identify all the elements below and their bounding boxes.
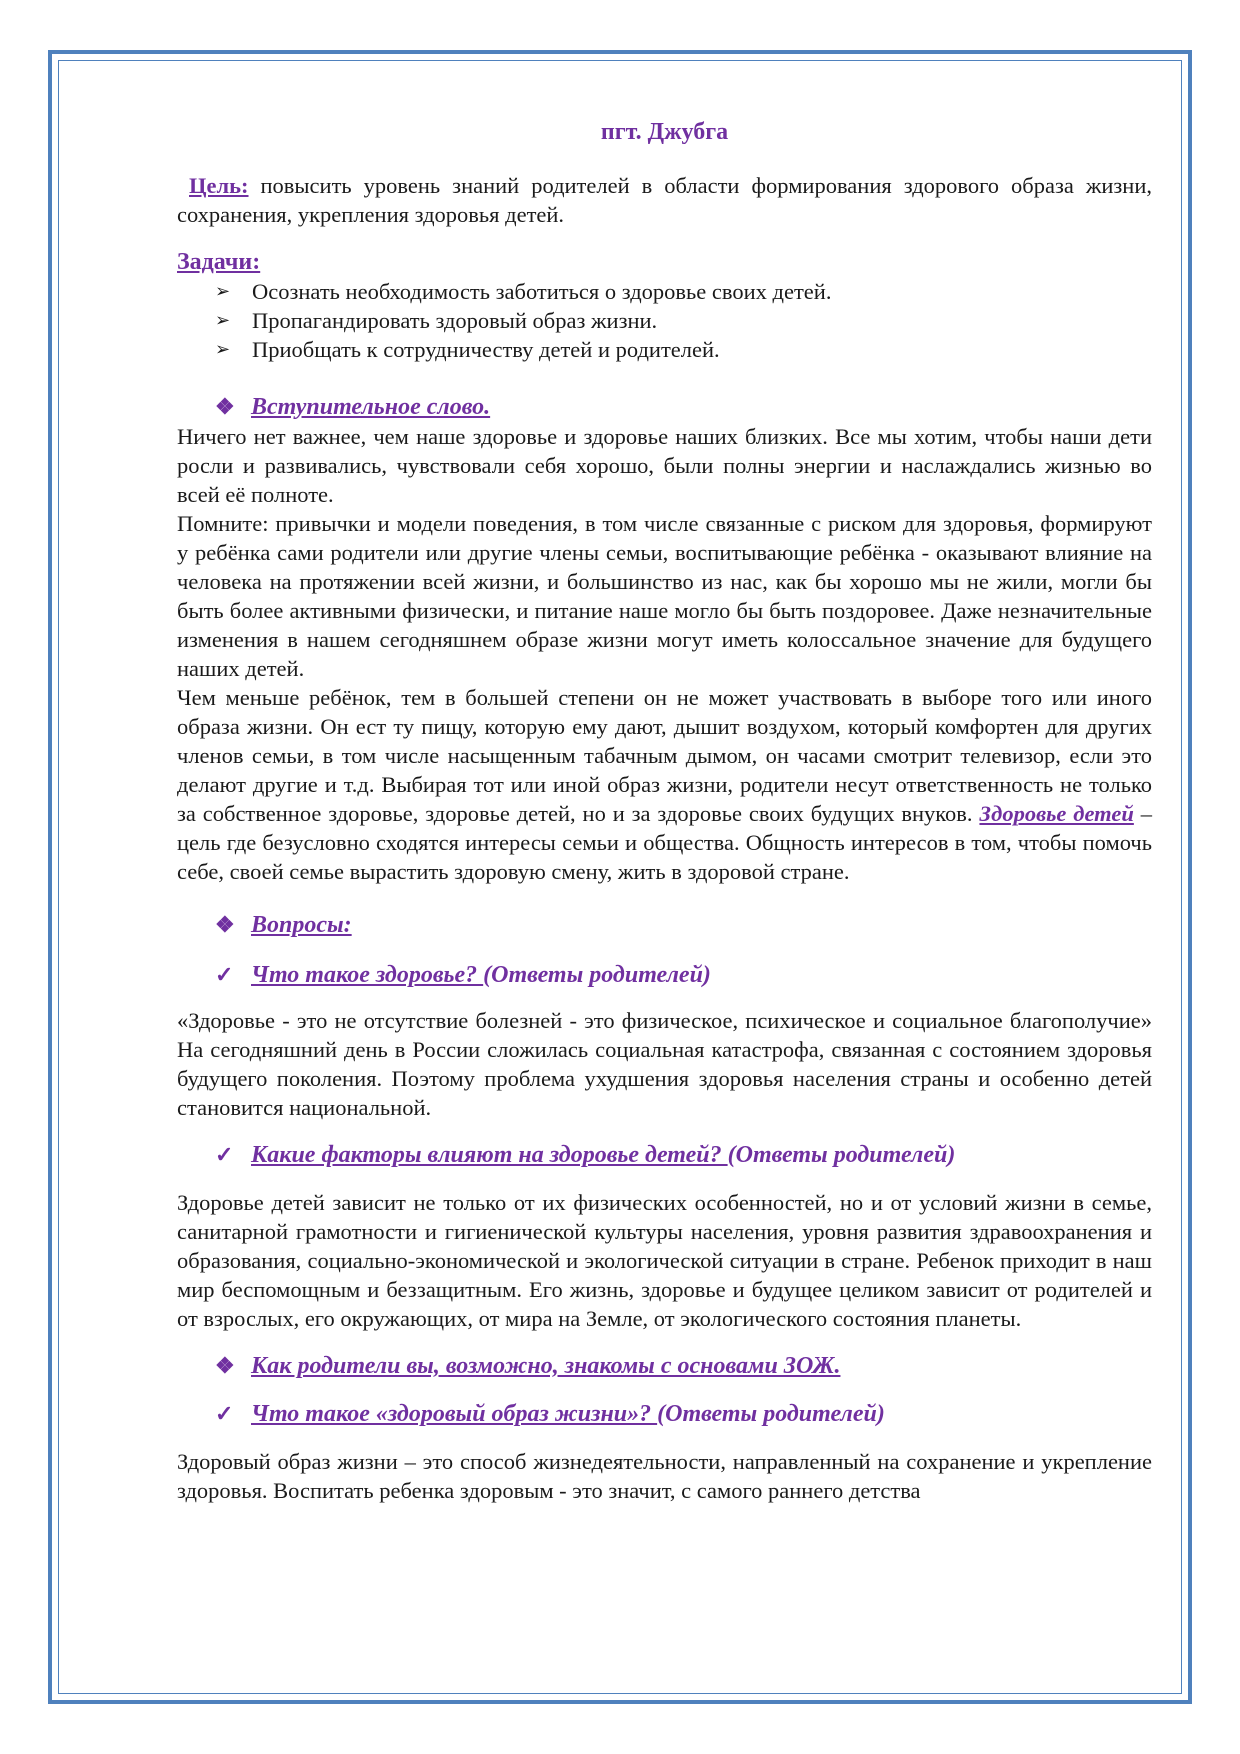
answer-3: Здоровый образ жизни – это способ жизнедеятельности, направленный на сохранение и укрепление здоровья. Воспитать ребенка здоровым - это значит, с самого раннего детства xyxy=(177,1449,1152,1503)
zozh-heading: ❖ Как родители вы, возможно, знакомы с основами ЗОЖ. xyxy=(215,1353,841,1379)
questions-heading: ❖ Вопросы: xyxy=(215,912,352,938)
task-item: ➢ Пропагандировать здоровый образ жизни. xyxy=(215,308,658,333)
intro-paragraph-3: Чем меньше ребёнок, тем в большей степени он не может участвовать в выборе того или иного образа жизни. Он ест ту пищу, которую ему дают, дышит воздухом, который комфортен для других членов семьи, в том числе насыщенным табачным дымом, он часами смотрит телевизор, если это делают другие и т.д. Выбирая тот или иной образ жизни, родители несут ответственность не только за собственное здоровье, здоровье детей, но и за здоровье своих будущих внуков. Здоровье детей – цель где безусловно сходятся интересы семьи и общества. Общность интересов в том, чтобы помочь себе, своей семье вырастить здоровую смену, жить в здоровой стране. xyxy=(177,685,1152,884)
answer-1: «Здоровье - это не отсутствие болезней - это физическое, психическое и социальное благополучие» На сегодняшний день в России сложилась социальная катастрофа, связанная с состоянием здоровья будущего поколения. Поэтому проблема ухудшения здоровья населения страны и особенно детей становится национальной. xyxy=(177,1008,1152,1120)
check-bullet-icon: ✓ xyxy=(215,962,234,987)
check-bullet-icon: ✓ xyxy=(215,1142,234,1167)
arrow-bullet-icon: ➢ xyxy=(215,310,231,330)
question-2: ✓ Какие факторы влияют на здоровье детей? (Ответы родителей) xyxy=(215,1142,956,1168)
question-1: ✓ Что такое здоровье? (Ответы родителей) xyxy=(215,962,711,988)
tasks-list xyxy=(177,277,1152,364)
answer-2: Здоровье детей зависит не только от их физических особенностей, но и от условий жизни в семье, санитарной грамотности и гигиенической культуры населения, уровня развития здравоохранения и образования, социально-экономической и экологической ситуации в стране. Ребенок приходит в наш мир беспомощным и беззащитным. Его жизнь, здоровье и будущее целиком зависит от родителей и от взрослых, его окружающих, от мира на Земле, от экологического состояния планеты. xyxy=(177,1190,1152,1331)
goal-text: повысить уровень знаний родителей в области формирования здорового образа жизни, сохранения, укрепления здоровья детей. xyxy=(177,173,1153,227)
document-body xyxy=(177,118,1152,1505)
goal-paragraph xyxy=(177,171,1152,229)
diamond-bullet-icon: ❖ xyxy=(215,394,235,419)
tasks-heading: Задачи: xyxy=(177,249,261,275)
intro-paragraph-1: Ничего нет важнее, чем наше здоровье и здоровье наших близких. Все мы хотим, чтобы наши дети росли и развивались, чувствовали себя хорошо, были полны энергии и наслаждались жизнью во всей её полноте. xyxy=(177,424,1152,507)
location-title: пгт. Джубга xyxy=(600,119,729,145)
arrow-bullet-icon: ➢ xyxy=(215,339,231,359)
intro-heading: ❖ Вступительное слово. xyxy=(215,394,491,420)
intro-paragraph-2: Помните: привычки и модели поведения, в том числе связанные с риском для здоровья, формируют у ребёнка сами родители или другие члены семьи, воспитывающие ребёнка - оказывают влияние на человека на протяжении всей жизни, и большинство из нас, как бы хорошо мы не жили, могли бы быть более активными физически, и питание наше могло бы быть поздоровее. Даже незначительные изменения в нашем сегодняшнем образе жизни могут иметь колоссальное значение для будущего наших детей. xyxy=(177,511,1152,681)
check-bullet-icon: ✓ xyxy=(215,1401,234,1426)
goal-label: Цель: xyxy=(189,173,249,198)
task-item: ➢ Осознать необходимость заботиться о здоровье своих детей. xyxy=(215,279,832,304)
diamond-bullet-icon: ❖ xyxy=(215,912,235,937)
question-3: ✓ Что такое «здоровый образ жизни»? (Ответы родителей) xyxy=(215,1401,885,1427)
task-item: ➢ Приобщать к сотрудничеству детей и родителей. xyxy=(215,337,720,362)
diamond-bullet-icon: ❖ xyxy=(215,1353,235,1378)
arrow-bullet-icon: ➢ xyxy=(215,281,231,301)
children-health-link: Здоровье детей xyxy=(979,801,1134,826)
